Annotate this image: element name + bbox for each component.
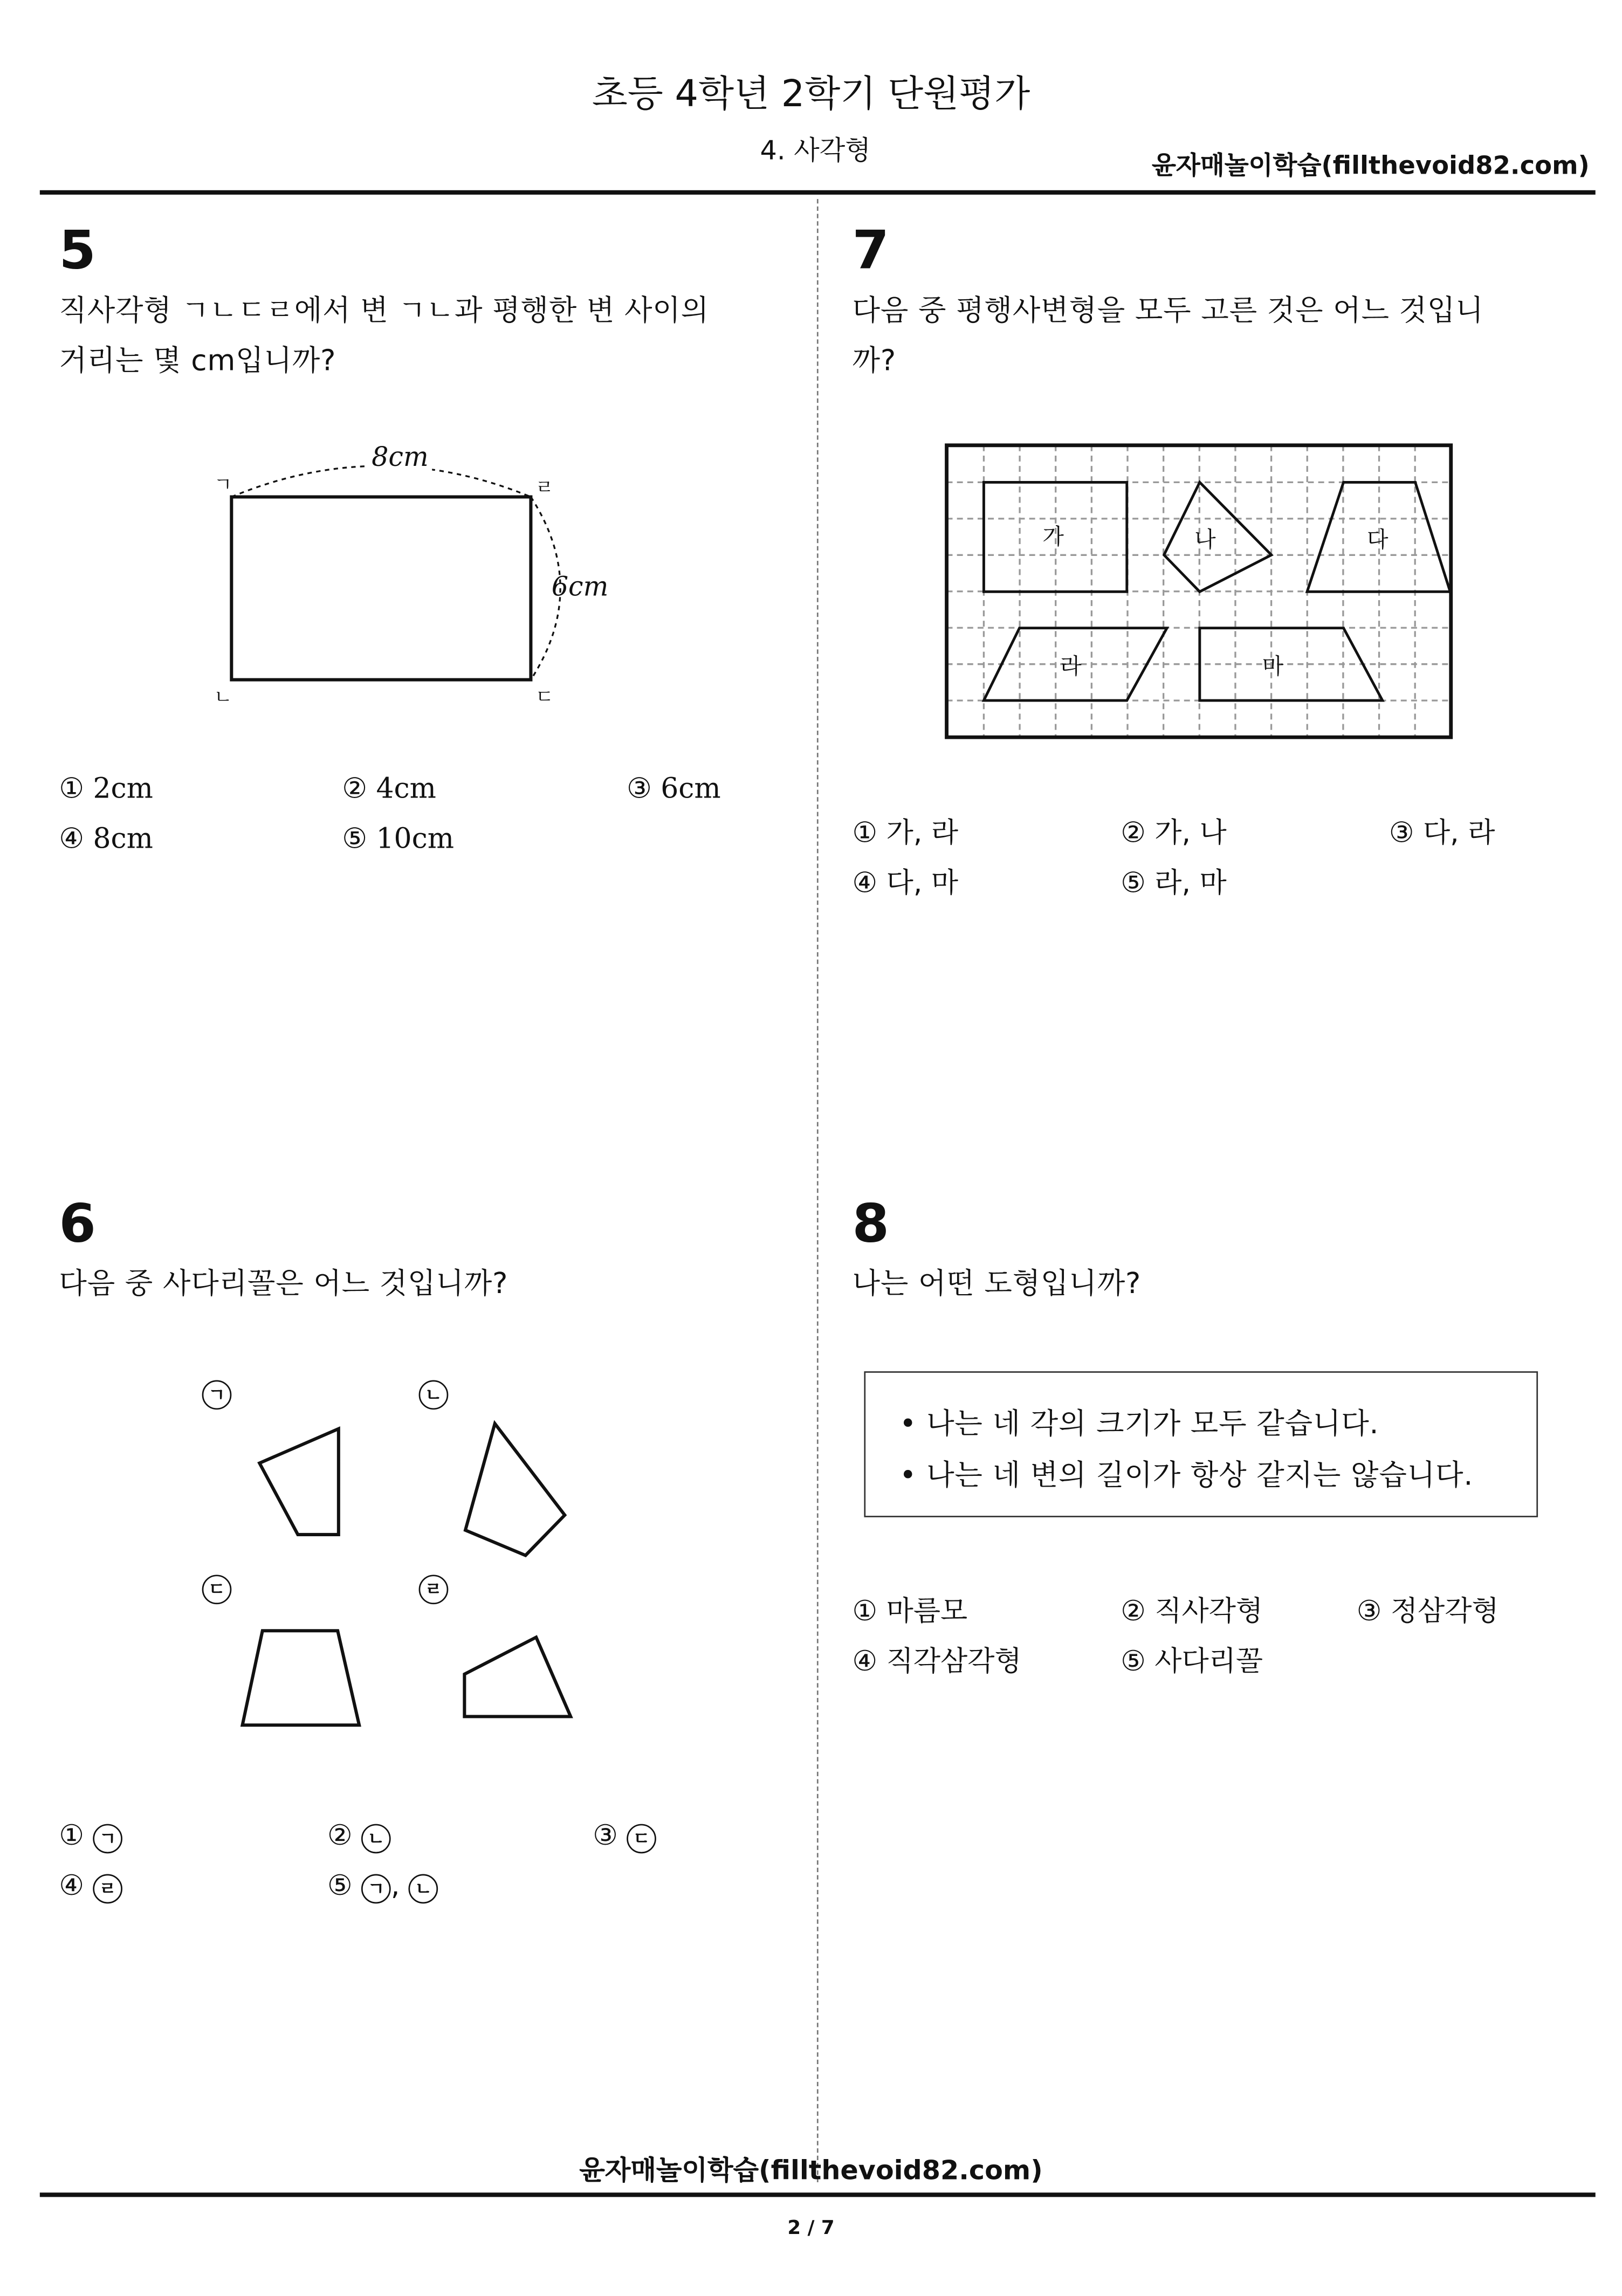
header-brand: 윤자매놀이학습(fillthevoid82.com) [1152, 152, 1590, 182]
q5-option-5[interactable]: ⑤ 10cm [342, 822, 455, 856]
q7-option-2[interactable]: ② 가, 나 [1121, 816, 1227, 850]
shape-marker: ㄷ [202, 1575, 232, 1604]
option-marker: ㄴ [361, 1824, 391, 1854]
option-marker: ㄱ [93, 1824, 123, 1854]
shape-label: 가 [1042, 523, 1064, 550]
q6-option-3[interactable] [593, 1819, 656, 1853]
shape-digeut [243, 1631, 360, 1725]
q5-number: 5 [59, 221, 96, 282]
page-title: 초등 4학년 2학기 단원평가 [592, 72, 1030, 115]
unit-subtitle: 4. 사각형 [760, 135, 871, 167]
q5-text-line1: 직사각형 ㄱㄴㄷㄹ에서 변 ㄱㄴ과 평행한 변 사이의 [59, 293, 709, 328]
q6-option-5[interactable]: ⑤ ㄱ , ㄴ [327, 1869, 438, 1903]
q6-shapes-figure [162, 1357, 622, 1762]
q6-text: 다음 중 사다리꼴은 어느 것입니까? [59, 1266, 508, 1301]
shape-label: 나 [1194, 526, 1216, 553]
q7-text-line2: 까? [852, 343, 897, 378]
shape-marker: ㄹ [419, 1575, 449, 1604]
q5-option-3[interactable]: ③ 6cm [627, 772, 721, 806]
q7-grid-figure [947, 445, 1451, 737]
q7-option-3[interactable]: ③ 다, 라 [1389, 816, 1495, 850]
q8-option-5[interactable]: ⑤ 사다리꼴 [1121, 1645, 1263, 1678]
q8-hint-1: • 나는 네 각의 크기가 모두 같습니다. [899, 1406, 1379, 1441]
q7-text-line1: 다음 중 평행사변형을 모두 고른 것은 어느 것입니 [852, 293, 1484, 328]
rectangle-shape [231, 497, 531, 680]
option-marker: ㄹ [93, 1874, 123, 1904]
q7-option-4[interactable]: ④ 다, 마 [852, 867, 959, 900]
option-number: ③ [593, 1819, 618, 1852]
q8-option-3[interactable]: ③ 정삼각형 [1356, 1595, 1499, 1628]
shape-na [1164, 482, 1272, 592]
q7-option-1[interactable]: ① 가, 라 [852, 816, 959, 850]
q8-option-1[interactable]: ① 마름모 [852, 1595, 968, 1628]
vertex-label: ㄴ [214, 687, 232, 710]
shape-giyeok [259, 1429, 339, 1535]
top-length-label: 8cm [369, 442, 432, 473]
side-length-label: 6cm [551, 572, 609, 603]
option-marker: ㄱ [361, 1874, 391, 1904]
q6-option-2[interactable] [327, 1819, 391, 1853]
option-number: ④ [59, 1869, 84, 1902]
shape-label: 라 [1060, 653, 1082, 680]
option-marker: ㄷ [627, 1824, 656, 1854]
page-number: 2 / 7 [787, 2217, 835, 2240]
shape-label: 마 [1262, 653, 1284, 680]
shape-label: 다 [1366, 526, 1389, 553]
option-marker: ㄴ [409, 1874, 438, 1904]
q7-number: 7 [852, 221, 890, 282]
q6-number: 6 [59, 1194, 96, 1255]
vertex-label: ㄱ [214, 475, 232, 497]
vertex-label: ㄹ [535, 477, 554, 500]
q7-option-5[interactable]: ⑤ 라, 마 [1121, 867, 1227, 900]
q5-text-line2: 거리는 몇 cm입니까? [59, 343, 336, 378]
option-number: ② [327, 1819, 353, 1852]
vertex-label: ㄷ [535, 687, 554, 710]
q8-option-4[interactable]: ④ 직각삼각형 [852, 1645, 1022, 1678]
q5-option-1[interactable]: ① 2cm [59, 772, 153, 806]
q8-option-2[interactable]: ② 직사각형 [1121, 1595, 1263, 1628]
shape-marker: ㄴ [419, 1380, 449, 1410]
q6-option-4[interactable] [59, 1869, 122, 1903]
shape-marker: ㄱ [202, 1380, 232, 1410]
shape-nieun [465, 1424, 565, 1555]
q6-option-1[interactable] [59, 1819, 122, 1853]
q8-text: 나는 어떤 도형입니까? [852, 1266, 1142, 1301]
q8-number: 8 [852, 1194, 890, 1255]
q8-hint-box [864, 1371, 1538, 1517]
option-number: ⑤ [327, 1869, 353, 1902]
q8-hint-2: • 나는 네 변의 길이가 항상 같지는 않습니다. [899, 1458, 1474, 1493]
q5-option-4[interactable]: ④ 8cm [59, 822, 153, 856]
option-number: ① [59, 1819, 84, 1852]
shape-rieul [464, 1637, 571, 1716]
footer-divider [40, 2192, 1596, 2197]
q5-option-2[interactable]: ② 4cm [342, 772, 436, 806]
footer-brand: 윤자매놀이학습(fillthevoid82.com) [579, 2155, 1043, 2187]
